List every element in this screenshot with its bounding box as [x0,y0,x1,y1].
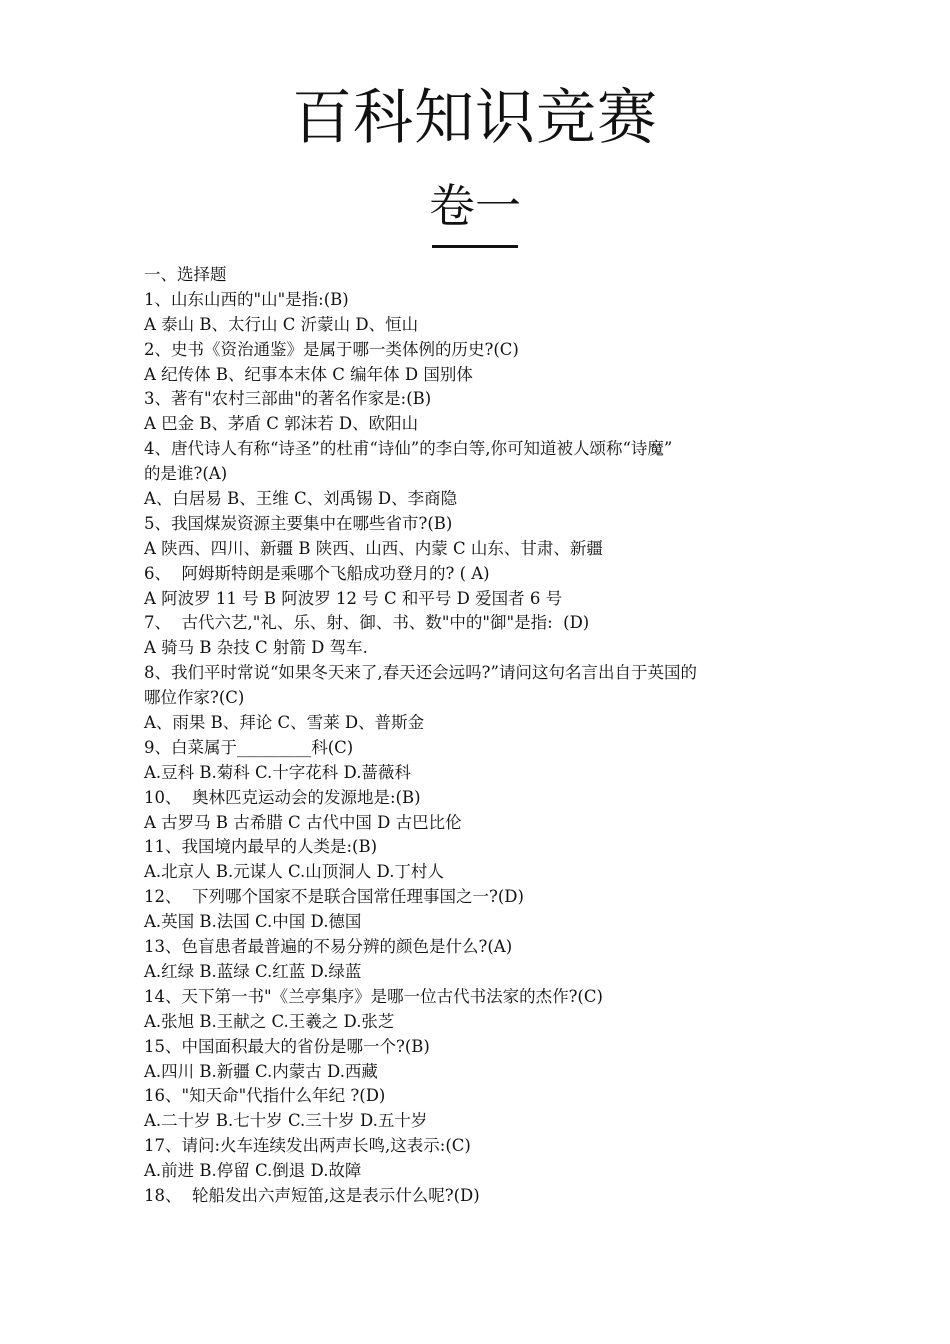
options-line: A.豆科 B.菊科 C.十字花科 D.蔷薇科 [144,762,411,782]
question-line: 15、中国面积最大的省份是哪一个?(B) [144,1036,430,1056]
options-line: A.张旭 B.王献之 C.王羲之 D.张芝 [144,1011,395,1031]
question-line: 2、史书《资治通鉴》是属于哪一类体例的历史?(C) [144,339,519,359]
question-line: 7、 古代六艺,"礼、乐、射、御、书、数"中的"御"是指: (D) [144,613,590,633]
question-line: 6、 阿姆斯特朗是乘哪个飞船成功登月的? ( A) [144,563,490,583]
options-line: A.前进 B.停留 C.倒退 D.故障 [144,1161,362,1181]
question-line-continued: 的是谁?(A) [144,464,228,484]
options-line: A 阿波罗 11 号 B 阿波罗 12 号 C 和平号 D 爱国者 6 号 [144,588,563,608]
question-line: 5、我国煤炭资源主要集中在哪些省市?(B) [144,513,453,533]
question-line: 3、著有"农村三部曲"的著名作家是:(B) [144,389,432,409]
options-line: A 泰山 B、太行山 C 沂蒙山 D、恒山 [144,314,419,334]
options-line: A.二十岁 B.七十岁 C.三十岁 D.五十岁 [144,1111,428,1131]
options-line: A 纪传体 B、纪事本末体 C 编年体 D 国别体 [144,364,473,384]
options-line: A.四川 B.新疆 C.内蒙古 D.西藏 [144,1061,378,1081]
question-line: 9、白菜属于_________科(C) [144,737,354,757]
question-line: 13、色盲患者最普遍的不易分辨的颜色是什么?(A) [144,937,513,957]
question-line: 1、山东山西的"山"是指:(B) [144,289,349,309]
page-subtitle: 卷一 [429,179,521,233]
section-heading: 一、选择题 [144,265,227,284]
options-line: A.英国 B.法国 C.中国 D.德国 [144,912,362,932]
options-line: A 古罗马 B 古希腊 C 古代中国 D 古巴比伦 [144,812,462,832]
question-list [144,263,824,1209]
question-line: 17、请问:火车连续发出两声长鸣,这表示:(C) [144,1136,471,1156]
options-line: A 陕西、四川、新疆 B 陕西、山西、内蒙 C 山东、甘肃、新疆 [144,538,603,558]
question-line: 4、唐代诗人有称“诗圣”的杜甫“诗仙”的李白等,你可知道被人颂称“诗魔” [144,439,673,459]
options-line: A.红绿 B.蓝绿 C.红蓝 D.绿蓝 [144,961,362,981]
question-line: 16、"知天命"代指什么年纪 ?(D) [144,1086,386,1106]
question-line: 8、我们平时常说“如果冬天来了,春天还会远吗?”请问这句名言出自于英国的 [144,663,697,683]
page-title: 百科知识竞赛 [292,83,658,153]
options-line: A 骑马 B 杂技 C 射箭 D 驾车. [144,638,368,658]
question-line-continued: 哪位作家?(C) [144,688,245,708]
options-line: A、雨果 B、拜论 C、雪莱 D、普斯金 [144,713,425,733]
options-line: A.北京人 B.元谋人 C.山顶洞人 D.丁村人 [144,862,444,882]
options-line: A、白居易 B、王维 C、刘禹锡 D、李商隐 [144,489,458,509]
question-line: 10、 奥林匹克运动会的发源地是:(B) [144,787,421,807]
question-line: 14、天下第一书"《兰亭集序》是哪一位古代书法家的杰作?(C) [144,986,603,1006]
title-divider [432,245,518,248]
question-line: 12、 下列哪个国家不是联合国常任理事国之一?(D) [144,887,524,907]
question-line: 11、我国境内最早的人类是:(B) [144,837,378,857]
options-line: A 巴金 B、茅盾 C 郭沫若 D、欧阳山 [144,414,419,434]
question-line: 18、 轮船发出六声短笛,这是表示什么呢?(D) [144,1185,480,1205]
